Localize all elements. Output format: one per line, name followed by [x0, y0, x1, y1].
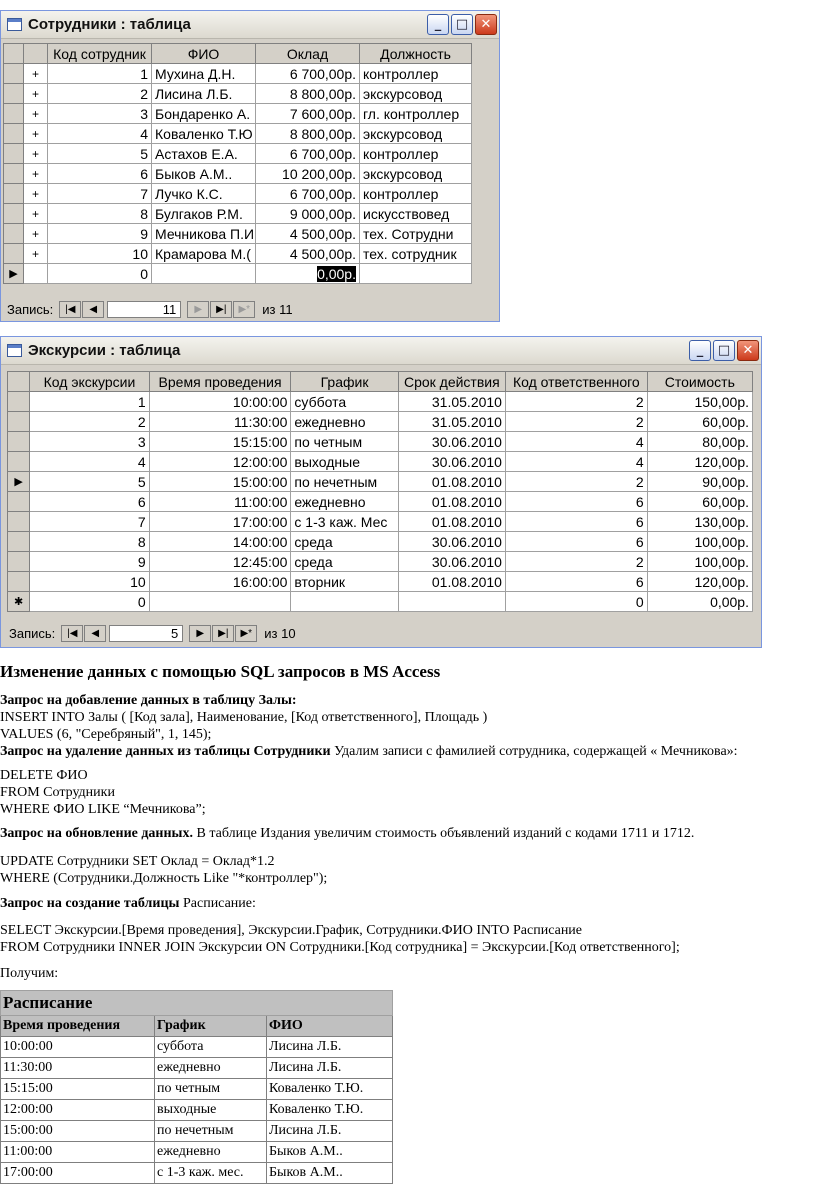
table-row[interactable]: [8, 572, 753, 592]
cell-id[interactable]: 7: [48, 184, 152, 204]
create-query: [0, 922, 680, 956]
cell-id[interactable]: 10: [30, 572, 149, 592]
cell-position[interactable]: тех. сотрудник: [360, 244, 472, 264]
cell-name[interactable]: Астахов Е.А.: [152, 144, 256, 164]
cell-id[interactable]: 7: [30, 512, 149, 532]
row-selector[interactable]: [4, 144, 24, 164]
cell-name[interactable]: Лисина Л.Б.: [152, 84, 256, 104]
cell-id[interactable]: 5: [30, 472, 149, 492]
cell-responsible[interactable]: 6: [505, 572, 647, 592]
table-cell: по четным: [155, 1079, 267, 1100]
cell-valid[interactable]: 30.06.2010: [398, 532, 505, 552]
maximize-button[interactable]: □: [451, 14, 473, 35]
column-header[interactable]: Время проведения: [149, 372, 291, 392]
last-record-button[interactable]: ▶|: [210, 301, 232, 318]
expand-icon[interactable]: +: [24, 204, 48, 224]
column-header[interactable]: Срок действия: [398, 372, 505, 392]
cell-position[interactable]: [360, 264, 472, 284]
delete-line2: FROM Сотрудники: [0, 785, 115, 800]
cell-cost[interactable]: 100,00р.: [647, 552, 752, 572]
cell-position[interactable]: экскурсовод: [360, 164, 472, 184]
cell-schedule[interactable]: с 1-3 каж. Мес: [291, 512, 398, 532]
cell-name[interactable]: Мухина Д.Н.: [152, 64, 256, 84]
cell-time[interactable]: 11:00:00: [149, 492, 291, 512]
insert-title: Запрос на добавление данных в таблицу Залы:: [0, 693, 297, 708]
expand-icon[interactable]: +: [24, 84, 48, 104]
cell-valid[interactable]: 31.05.2010: [398, 412, 505, 432]
cell-time[interactable]: 10:00:00: [149, 392, 291, 412]
table-row[interactable]: [8, 452, 753, 472]
row-selector[interactable]: [4, 164, 24, 184]
expand-icon[interactable]: +: [24, 64, 48, 84]
cell-valid[interactable]: [398, 592, 505, 612]
expand-icon[interactable]: +: [24, 124, 48, 144]
cell-cost[interactable]: 0,00р.: [647, 592, 752, 612]
expand-icon[interactable]: +: [24, 144, 48, 164]
table-row[interactable]: [8, 532, 753, 552]
table-row[interactable]: [4, 184, 472, 204]
prev-record-button[interactable]: ◀: [84, 625, 106, 642]
row-selector[interactable]: [8, 412, 30, 432]
cell-time[interactable]: 11:30:00: [149, 412, 291, 432]
table-row: [1, 1037, 393, 1058]
table-cell: 15:15:00: [1, 1079, 155, 1100]
cell-salary[interactable]: 6 700,00р.: [256, 144, 360, 164]
cell-schedule[interactable]: [291, 592, 398, 612]
cell-valid[interactable]: 01.08.2010: [398, 472, 505, 492]
cell-id[interactable]: 1: [30, 392, 149, 412]
new-record-button[interactable]: ▶*: [233, 301, 255, 318]
update-section: [0, 825, 694, 842]
new-record-row[interactable]: [8, 592, 753, 612]
row-selector-header: [8, 372, 30, 392]
column-header[interactable]: Стоимость: [647, 372, 752, 392]
cell-responsible[interactable]: 6: [505, 512, 647, 532]
cell-position[interactable]: контроллер: [360, 144, 472, 164]
table-row: [1, 1142, 393, 1163]
cell-time[interactable]: 14:00:00: [149, 532, 291, 552]
table-cell: ежедневно: [155, 1142, 267, 1163]
cell-id[interactable]: 2: [30, 412, 149, 432]
new-record-row[interactable]: [4, 264, 472, 284]
employees-titlebar[interactable]: [1, 11, 499, 39]
cell-name[interactable]: Бондаренко А.: [152, 104, 256, 124]
column-header[interactable]: Код сотрудник: [48, 44, 152, 64]
excursions-window: [0, 336, 762, 648]
cell-cost[interactable]: 150,00р.: [647, 392, 752, 412]
update-title: Запрос на обновление данных.: [0, 826, 193, 841]
cell-position[interactable]: гл. контроллер: [360, 104, 472, 124]
table-row[interactable]: [4, 104, 472, 124]
excursions-window-title: Экскурсии : таблица: [28, 342, 181, 359]
cell-schedule[interactable]: среда: [291, 532, 398, 552]
cell-name[interactable]: Быков А.М..: [152, 164, 256, 184]
cell-schedule[interactable]: выходные: [291, 452, 398, 472]
table-cell: ежедневно: [155, 1058, 267, 1079]
delete-desc: Удалим записи с фамилией сотрудника, содержащей « Мечникова»:: [330, 744, 738, 759]
cell-id[interactable]: 0: [30, 592, 149, 612]
cell-id[interactable]: 9: [30, 552, 149, 572]
new-record-icon[interactable]: ✱: [8, 592, 30, 612]
first-record-button[interactable]: |◀: [61, 625, 83, 642]
cell-responsible[interactable]: 2: [505, 392, 647, 412]
selected-salary[interactable]: 0,00р.: [317, 265, 356, 282]
table-row[interactable]: [4, 204, 472, 224]
table-cell: суббота: [155, 1037, 267, 1058]
cell-position[interactable]: экскурсовод: [360, 84, 472, 104]
cell-schedule[interactable]: среда: [291, 552, 398, 572]
row-selector[interactable]: [8, 512, 30, 532]
column-header[interactable]: График: [291, 372, 398, 392]
table-cell: выходные: [155, 1100, 267, 1121]
row-selector[interactable]: [4, 244, 24, 264]
column-header[interactable]: Код ответственного: [505, 372, 647, 392]
table-cell: Коваленко Т.Ю.: [267, 1100, 393, 1121]
delete-line3: WHERE ФИО LIKE “Мечникова”;: [0, 802, 206, 817]
cell-id[interactable]: 2: [48, 84, 152, 104]
row-selector-header: [4, 44, 24, 64]
result-intro: Получим:: [0, 966, 59, 981]
row-selector[interactable]: [4, 104, 24, 124]
row-selector[interactable]: [4, 124, 24, 144]
cell-valid[interactable]: 30.06.2010: [398, 452, 505, 472]
expand-icon[interactable]: +: [24, 104, 48, 124]
employees-window-title: Сотрудники : таблица: [28, 16, 191, 33]
delete-line1: DELETE ФИО: [0, 768, 88, 783]
update-query: [0, 853, 327, 887]
row-selector[interactable]: [4, 204, 24, 224]
table-cell: по нечетным: [155, 1121, 267, 1142]
cell-salary[interactable]: 6 700,00р.: [256, 184, 360, 204]
cell-cost[interactable]: 60,00р.: [647, 412, 752, 432]
column-header[interactable]: Оклад: [256, 44, 360, 64]
row-selector[interactable]: [8, 492, 30, 512]
cell-cost[interactable]: 60,00р.: [647, 492, 752, 512]
table-cell: 11:30:00: [1, 1058, 155, 1079]
cell-responsible[interactable]: 0: [505, 592, 647, 612]
table-cell: Быков А.М..: [267, 1163, 393, 1184]
table-icon: [7, 344, 22, 357]
cell-salary[interactable]: 8 800,00р.: [256, 124, 360, 144]
column-header: График: [155, 1016, 267, 1037]
last-record-button[interactable]: ▶|: [212, 625, 234, 642]
table-cell: Лисина Л.Б.: [267, 1058, 393, 1079]
table-row[interactable]: [8, 552, 753, 572]
table-row[interactable]: [8, 472, 753, 492]
employees-window: [0, 10, 500, 322]
cell-position[interactable]: тех. Сотрудни: [360, 224, 472, 244]
schedule-table: [0, 990, 393, 1184]
cell-position[interactable]: контроллер: [360, 64, 472, 84]
expand-icon[interactable]: +: [24, 184, 48, 204]
cell-valid[interactable]: 30.06.2010: [398, 552, 505, 572]
cell-id[interactable]: 4: [48, 124, 152, 144]
cell-cost[interactable]: 80,00р.: [647, 432, 752, 452]
cell-id[interactable]: 1: [48, 64, 152, 84]
cell-salary[interactable]: 6 700,00р.: [256, 64, 360, 84]
cell-id[interactable]: 9: [48, 224, 152, 244]
cell-id[interactable]: 3: [30, 432, 149, 452]
column-header: Время проведения: [1, 1016, 155, 1037]
expand-cell[interactable]: [24, 264, 48, 284]
cell-position[interactable]: экскурсовод: [360, 124, 472, 144]
row-selector[interactable]: [8, 432, 30, 452]
cell-cost[interactable]: 130,00р.: [647, 512, 752, 532]
cell-cost[interactable]: 100,00р.: [647, 532, 752, 552]
table-row[interactable]: [4, 224, 472, 244]
cell-schedule[interactable]: по четным: [291, 432, 398, 452]
table-row: [1, 1079, 393, 1100]
table-row[interactable]: [8, 412, 753, 432]
insert-line1: INSERT INTO Залы ( [Код зала], Наименование, [Код ответственного], Площадь ): [0, 710, 488, 725]
create-title: Запрос на создание таблицы: [0, 896, 180, 911]
expand-icon[interactable]: +: [24, 164, 48, 184]
column-header[interactable]: Код экскурсии: [30, 372, 149, 392]
table-cell: 17:00:00: [1, 1163, 155, 1184]
expand-icon[interactable]: +: [24, 224, 48, 244]
row-selector[interactable]: [4, 224, 24, 244]
insert-line2: VALUES (6, "Серебряный", 1, 145);: [0, 727, 212, 742]
cell-cost[interactable]: 90,00р.: [647, 472, 752, 492]
cell-id[interactable]: 0: [48, 264, 152, 284]
row-selector[interactable]: [4, 64, 24, 84]
row-selector[interactable]: [8, 452, 30, 472]
row-selector[interactable]: [8, 392, 30, 412]
record-label: Запись:: [7, 302, 54, 317]
excursions-record-nav: [9, 625, 296, 642]
row-selector[interactable]: [4, 184, 24, 204]
insert-section: [0, 692, 738, 760]
current-row-icon[interactable]: ▶: [8, 472, 30, 492]
table-cell: с 1-3 каж. мес.: [155, 1163, 267, 1184]
maximize-button[interactable]: □: [713, 340, 735, 361]
cell-valid[interactable]: 01.08.2010: [398, 512, 505, 532]
row-selector[interactable]: [8, 572, 30, 592]
table-row: [1, 1121, 393, 1142]
cell-schedule[interactable]: ежедневно: [291, 492, 398, 512]
table-row[interactable]: [4, 164, 472, 184]
create-line2: FROM Сотрудники INNER JOIN Экскурсии ON Сотрудники.[Код сотрудника] = Экскурсии.[Код ответственного];: [0, 940, 680, 955]
record-number-input[interactable]: 11: [107, 301, 181, 318]
create-line1: SELECT Экскурсии.[Время проведения], Экскурсии.График, Сотрудники.ФИО INTO Расписание: [0, 923, 583, 938]
cell-cost[interactable]: 120,00р.: [647, 572, 752, 592]
cell-id[interactable]: 6: [48, 164, 152, 184]
delete-title: Запрос на удаление данных из таблицы Сотрудники: [0, 744, 331, 759]
cell-time[interactable]: 15:15:00: [149, 432, 291, 452]
cell-position[interactable]: искусствовед: [360, 204, 472, 224]
cell-salary[interactable]: 10 200,00р.: [256, 164, 360, 184]
cell-schedule[interactable]: ежедневно: [291, 412, 398, 432]
cell-id[interactable]: 8: [30, 532, 149, 552]
cell-salary[interactable]: 7 600,00р.: [256, 104, 360, 124]
create-section: [0, 895, 256, 912]
minimize-button[interactable]: _: [427, 14, 449, 35]
cell-schedule[interactable]: суббота: [291, 392, 398, 412]
table-row: [1, 1058, 393, 1079]
cell-responsible[interactable]: 6: [505, 532, 647, 552]
cell-responsible[interactable]: 4: [505, 432, 647, 452]
cell-responsible[interactable]: 2: [505, 472, 647, 492]
table-icon: [7, 18, 22, 31]
expand-icon[interactable]: +: [24, 244, 48, 264]
table-row[interactable]: [4, 244, 472, 264]
cell-schedule[interactable]: по нечетным: [291, 472, 398, 492]
cell-valid[interactable]: 01.08.2010: [398, 492, 505, 512]
expand-header: [24, 44, 48, 64]
update-desc: В таблице Издания увеличим стоимость объявлений изданий с кодами 1711 и 1712.: [193, 826, 695, 841]
cell-salary[interactable]: 9 000,00р.: [256, 204, 360, 224]
cell-name[interactable]: Крамарова М.(: [152, 244, 256, 264]
table-row[interactable]: [4, 144, 472, 164]
first-record-button[interactable]: |◀: [59, 301, 81, 318]
table-cell: 11:00:00: [1, 1142, 155, 1163]
employees-record-nav: [7, 301, 293, 318]
table-cell: 10:00:00: [1, 1037, 155, 1058]
current-row-icon[interactable]: ▶: [4, 264, 24, 284]
cell-id[interactable]: 8: [48, 204, 152, 224]
table-row[interactable]: [8, 512, 753, 532]
table-row[interactable]: [4, 84, 472, 104]
cell-id[interactable]: 6: [30, 492, 149, 512]
cell-responsible[interactable]: 2: [505, 412, 647, 432]
prev-record-button[interactable]: ◀: [82, 301, 104, 318]
table-row[interactable]: [8, 392, 753, 412]
cell-position[interactable]: контроллер: [360, 184, 472, 204]
table-cell: Коваленко Т.Ю.: [267, 1079, 393, 1100]
table-row: [1, 1163, 393, 1184]
table-row: [1, 1100, 393, 1121]
cell-name[interactable]: Коваленко Т.Ю: [152, 124, 256, 144]
cell-salary[interactable]: 4 500,00р.: [256, 224, 360, 244]
create-desc: Расписание:: [179, 896, 256, 911]
record-number-input[interactable]: 5: [109, 625, 183, 642]
close-button[interactable]: ✕: [475, 14, 497, 35]
cell-time[interactable]: 16:00:00: [149, 572, 291, 592]
cell-name[interactable]: Лучко К.С.: [152, 184, 256, 204]
minimize-button[interactable]: _: [689, 340, 711, 361]
cell-schedule[interactable]: вторник: [291, 572, 398, 592]
table-row[interactable]: [8, 492, 753, 512]
cell-salary[interactable]: [256, 264, 360, 284]
column-header[interactable]: Должность: [360, 44, 472, 64]
cell-responsible[interactable]: 6: [505, 492, 647, 512]
cell-valid[interactable]: 30.06.2010: [398, 432, 505, 452]
row-selector[interactable]: [8, 532, 30, 552]
table-row[interactable]: [8, 432, 753, 452]
record-label: Запись:: [9, 626, 56, 641]
table-cell: Лисина Л.Б.: [267, 1037, 393, 1058]
table-row[interactable]: [4, 64, 472, 84]
cell-time[interactable]: 15:00:00: [149, 472, 291, 492]
update-line1: UPDATE Сотрудники SET Оклад = Оклад*1.2: [0, 854, 275, 869]
cell-valid[interactable]: 01.08.2010: [398, 572, 505, 592]
row-selector[interactable]: [4, 84, 24, 104]
cell-cost[interactable]: 120,00р.: [647, 452, 752, 472]
schedule-caption: Расписание: [1, 991, 393, 1016]
cell-responsible[interactable]: 2: [505, 552, 647, 572]
cell-salary[interactable]: 8 800,00р.: [256, 84, 360, 104]
record-count: из 10: [264, 626, 296, 641]
update-line2: WHERE (Сотрудники.Должность Like "*контроллер");: [0, 871, 328, 886]
cell-time[interactable]: 12:45:00: [149, 552, 291, 572]
column-header[interactable]: ФИО: [152, 44, 256, 64]
employees-grid: [3, 43, 472, 284]
cell-name[interactable]: [152, 264, 256, 284]
cell-salary[interactable]: 4 500,00р.: [256, 244, 360, 264]
table-cell: 12:00:00: [1, 1100, 155, 1121]
close-button[interactable]: ✕: [737, 340, 759, 361]
cell-id[interactable]: 4: [30, 452, 149, 472]
column-header: ФИО: [267, 1016, 393, 1037]
record-count: из 11: [262, 302, 293, 317]
row-selector[interactable]: [8, 552, 30, 572]
cell-name[interactable]: Булгаков Р.М.: [152, 204, 256, 224]
table-cell: Быков А.М..: [267, 1142, 393, 1163]
excursions-grid: [7, 371, 753, 612]
cell-responsible[interactable]: 4: [505, 452, 647, 472]
article-heading: Изменение данных с помощью SQL запросов в MS Access: [0, 662, 441, 681]
cell-time[interactable]: 17:00:00: [149, 512, 291, 532]
next-record-button[interactable]: ▶: [189, 625, 211, 642]
cell-id[interactable]: 3: [48, 104, 152, 124]
next-record-button[interactable]: ▶: [187, 301, 209, 318]
table-cell: 15:00:00: [1, 1121, 155, 1142]
new-record-button[interactable]: ▶*: [235, 625, 257, 642]
excursions-titlebar[interactable]: [1, 337, 761, 365]
table-cell: Лисина Л.Б.: [267, 1121, 393, 1142]
delete-query: [0, 767, 206, 818]
cell-name[interactable]: Мечникова П.И: [152, 224, 256, 244]
cell-id[interactable]: 10: [48, 244, 152, 264]
cell-valid[interactable]: 31.05.2010: [398, 392, 505, 412]
table-row[interactable]: [4, 124, 472, 144]
cell-time[interactable]: 12:00:00: [149, 452, 291, 472]
cell-time[interactable]: [149, 592, 291, 612]
cell-id[interactable]: 5: [48, 144, 152, 164]
